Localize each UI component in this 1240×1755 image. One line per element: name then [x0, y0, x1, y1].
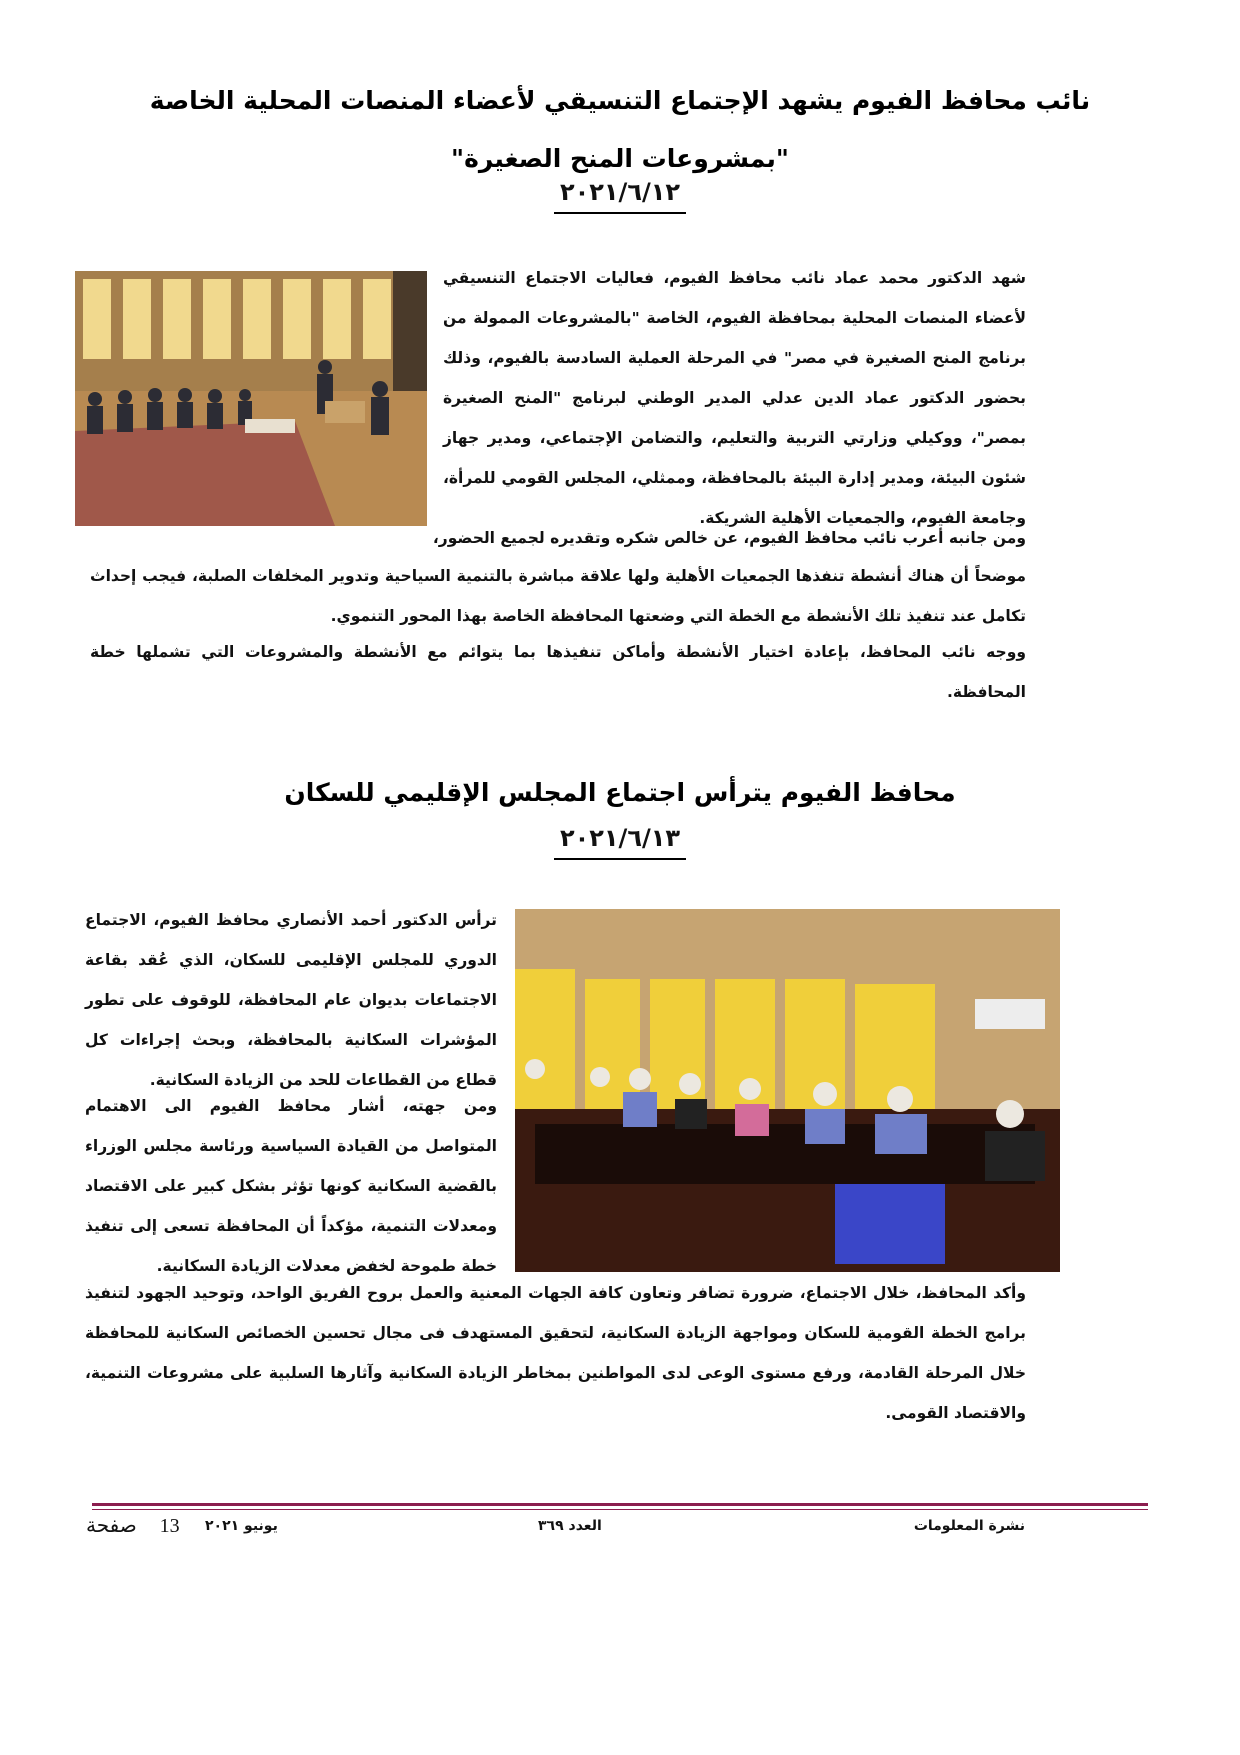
footer-publication-name: نشرة المعلومات	[913, 1518, 1025, 1534]
article2-meeting-photo	[515, 909, 1060, 1272]
footer-month: يونيو ٢٠٢١	[205, 1518, 278, 1534]
page-label: صفحة	[86, 1515, 137, 1537]
article1-paragraph-3: موضحاً أن هناك أنشطة تنفذها الجمعيات الأهلية ولها علاقة مباشرة بالتنمية السياحية وتدوير المخلفات الصلبة، فيجب إحداث تكامل عند تنفيذ تلك الأنشطة مع الخطة التي وضعتها المحافظة الخاصة بهذا المحور التنموي.	[90, 567, 1026, 625]
article1-paragraph-1: شهد الدكتور محمد عماد نائب محافظ الفيوم، فعاليات الاجتماع التنسيقي لأعضاء المنصات المحلية بمحافظة الفيوم، الخاصة "بالمشروعات الممولة من برنامج المنح الصغيرة في مصر" في المرحلة العملية السادسة بالفيوم، وذلك بحضور الدكتور عماد الدين عدلي المدير الوطني لبرنامج "المنح الصغيرة بمصر"، ووكيلي وزارتي التربية والتعليم، والتضامن الإجتماعي، ومدير جهاز شئون البيئة، ومدير إدارة البيئة بالمحافظة، وممثلي، المجلس القومي للمرأة، وجامعة الفيوم، والجمعيات الأهلية الشريكة.	[443, 269, 1026, 527]
article2-paragraph-2: ومن جهته، أشار محافظ الفيوم الى الاهتمام المتواصل من القيادة السياسية ورئاسة مجلس الوزراء بالقضية السكانية كونها تؤثر بشكل كبير على الاقتصاد ومعدلات التنمية، مؤكداً أن المحافظة تسعى إلى تنفيذ خطة طموحة لخفض معدلات الزيادة السكانية.	[85, 1097, 497, 1275]
footer-rule-thin	[92, 1509, 1148, 1510]
page-number: 13	[159, 1515, 180, 1537]
footer-issue-number: العدد ٣٦٩	[538, 1518, 602, 1534]
article1-paragraph-2: ومن جانبه أعرب نائب محافظ الفيوم، عن خالص شكره وتقديره لجميع الحضور،	[432, 529, 1026, 547]
footer-page	[86, 1513, 180, 1538]
article1-title: نائب محافظ الفيوم يشهد الإجتماع التنسيقي لأعضاء المنصات المحلية الخاصة "بمشروعات المنح الصغيرة"	[149, 86, 1091, 173]
article1-date: ٢٠٢١/٦/١٢	[0, 178, 1240, 214]
article2-paragraph-1: ترأس الدكتور أحمد الأنصاري محافظ الفيوم، الاجتماع الدوري للمجلس الإقليمى للسكان، الذي عُقد بقاعة الاجتماعات بديوان عام المحافظة، للوقوف على تطور المؤشرات السكانية بالمحافظة، وبحث إجراءات كل قطاع من القطاعات للحد من الزيادة السكانية.	[85, 911, 497, 1089]
article1-meeting-photo	[75, 271, 427, 526]
article2-date: ٢٠٢١/٦/١٣	[0, 824, 1240, 860]
article2-paragraph-3: وأكد المحافظ، خلال الاجتماع، ضرورة تضافر وتعاون كافة الجهات المعنية والعمل بروح الفريق الواحد، وتوحيد الجهود لتنفيذ برامج الخطة القومية للسكان ومواجهة الزيادة السكانية، لتحقيق المستهدف فى مجال تحسين الخصائص السكانية للمحافظة خلال المرحلة القادمة، ورفع مستوى الوعى لدى المواطنين بمخاطر الزيادة السكانية وآثارها السلبية على مشروعات التنمية، والاقتصاد القومى.	[85, 1284, 1026, 1422]
footer-rule	[92, 1503, 1148, 1506]
article1-paragraph-4: ووجه نائب المحافظ، بإعادة اختيار الأنشطة وأماكن تنفيذها بما يتوائم مع الأنشطة والمشروعات التي تشملها خطة المحافظة.	[90, 643, 1026, 701]
article2-title: محافظ الفيوم يترأس اجتماع المجلس الإقليمي للسكان	[284, 778, 956, 807]
